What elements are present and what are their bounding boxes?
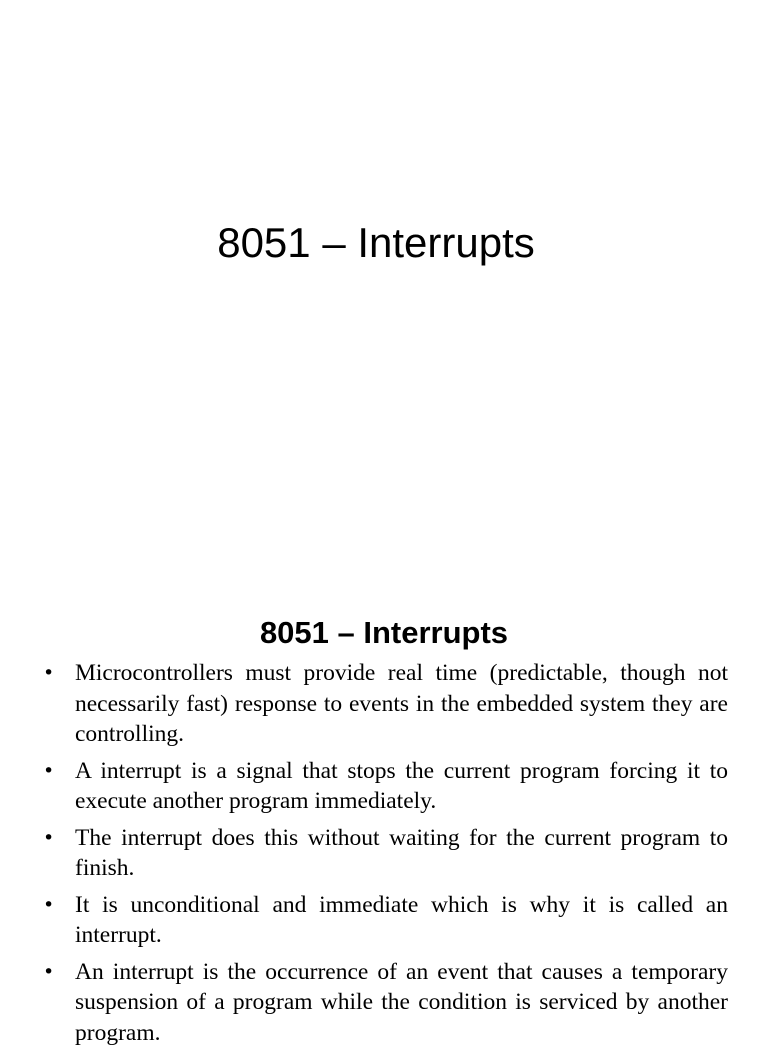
bullet-item: [40, 756, 728, 817]
bullet-item: [40, 823, 728, 884]
bullet-text: It is unconditional and immediate which is why it is called an interrupt.: [75, 890, 728, 951]
bullet-text: Microcontrollers must provide real time (predictable, though not necessarily fast) response to events in the embedded system they are controlling.: [75, 658, 728, 750]
bullet-text: A interrupt is a signal that stops the current program forcing it to execute another program immediately.: [75, 756, 728, 817]
bullet-item: [40, 658, 728, 750]
bullet-text: The interrupt does this without waiting for the current program to finish.: [75, 823, 728, 884]
slide-title: 8051 – Interrupts: [0, 218, 752, 268]
bullet-item: [40, 957, 728, 1048]
bullet-item: [40, 890, 728, 951]
bullet-icon: •: [43, 756, 54, 787]
bullet-icon: •: [43, 823, 54, 854]
content-slide: [0, 580, 768, 1024]
bullet-list: [40, 658, 728, 1048]
slide-heading: 8051 – Interrupts: [0, 613, 768, 653]
bullet-icon: •: [43, 658, 54, 689]
bullet-icon: •: [43, 957, 54, 988]
bullet-icon: •: [43, 890, 54, 921]
bullet-text: An interrupt is the occurrence of an event that causes a temporary suspension of a program while the condition is serviced by another program.: [75, 957, 728, 1048]
